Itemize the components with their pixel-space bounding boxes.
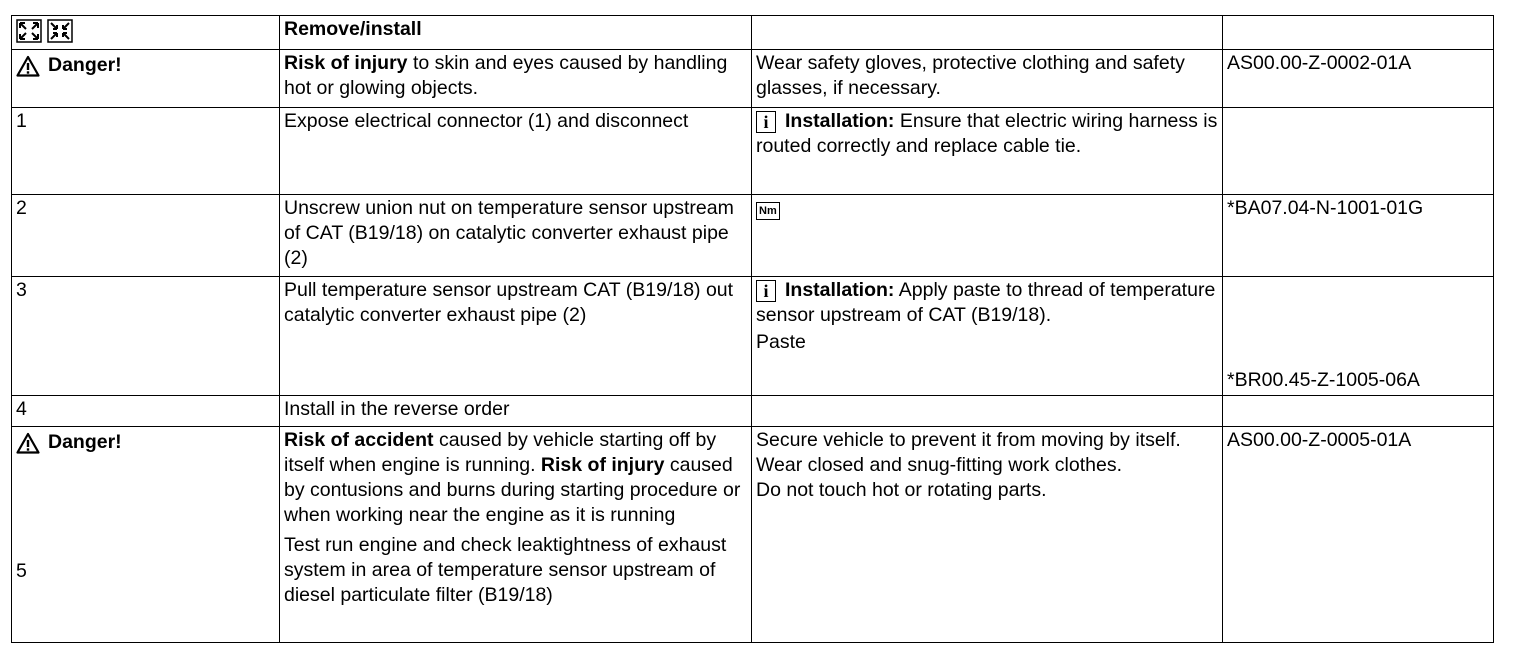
torque-nm-icon[interactable]: Nm bbox=[756, 202, 780, 220]
risk-text: to skin and eyes caused by handling hot or glowing objects. bbox=[284, 52, 728, 99]
action-line: Do not touch hot or rotating parts. bbox=[756, 479, 1047, 501]
note-text: Ensure that electric wiring harness is routed correctly and replace cable tie. bbox=[756, 110, 1218, 157]
danger-cell bbox=[12, 50, 280, 108]
table-row bbox=[12, 195, 1494, 277]
risk-cell bbox=[280, 427, 752, 643]
risk-bold: Risk of injury bbox=[540, 454, 665, 476]
note-bold: Installation: bbox=[785, 279, 895, 301]
header-empty-cell bbox=[752, 16, 1223, 50]
table-row bbox=[12, 277, 1494, 396]
step-number: 2 bbox=[12, 195, 280, 277]
note-cell bbox=[752, 277, 1223, 396]
empty-cell bbox=[1223, 396, 1494, 427]
warning-triangle-icon bbox=[16, 55, 40, 77]
risk-text: caused by contusions and burns during starting procedure or when working near the engine as it is running bbox=[284, 454, 741, 526]
table-row bbox=[12, 108, 1494, 195]
collapse-icon[interactable] bbox=[47, 19, 73, 43]
procedure-table bbox=[11, 15, 1494, 643]
warning-triangle-icon bbox=[16, 432, 40, 454]
table-row bbox=[12, 396, 1494, 427]
table-row bbox=[12, 427, 1494, 643]
header-title: Remove/install bbox=[280, 16, 752, 50]
risk-bold: Risk of accident bbox=[284, 429, 434, 451]
step-text: Install in the reverse order bbox=[280, 396, 752, 427]
header-icons-cell bbox=[12, 16, 280, 50]
action-line: Secure vehicle to prevent it from moving by itself. bbox=[756, 429, 1181, 451]
action-cell bbox=[752, 427, 1223, 643]
step-number: 4 bbox=[12, 396, 280, 427]
risk-bold: Risk of injury bbox=[284, 52, 408, 74]
note-bold: Installation: bbox=[785, 110, 895, 132]
ref-cell bbox=[1223, 277, 1494, 396]
ref-link[interactable]: *BR00.45-Z-1005-06A bbox=[1227, 369, 1420, 391]
note-text: Apply paste to thread of temperature sensor upstream of CAT (B19/18). bbox=[756, 279, 1216, 326]
step-text: Test run engine and check leaktightness of exhaust system in area of temperature sensor upstream of diesel particulate filter (B19/18) bbox=[284, 534, 727, 606]
risk-cell bbox=[280, 50, 752, 108]
table-row bbox=[12, 50, 1494, 108]
ref-link[interactable]: AS00.00-Z-0005-01A bbox=[1223, 427, 1494, 643]
danger-cell bbox=[12, 427, 280, 643]
ref-link[interactable]: *BA07.04-N-1001-01G bbox=[1223, 195, 1494, 277]
torque-cell bbox=[752, 195, 1223, 277]
header-empty-cell bbox=[1223, 16, 1494, 50]
action-cell: Wear safety gloves, protective clothing and safety glasses, if necessary. bbox=[752, 50, 1223, 108]
step-text: Expose electrical connector (1) and disconnect bbox=[280, 108, 752, 195]
risk-text: caused by vehicle starting off by itself when engine is running. bbox=[284, 429, 717, 476]
danger-label: Danger! bbox=[48, 54, 122, 76]
danger-label: Danger! bbox=[48, 431, 122, 453]
step-text: Pull temperature sensor upstream CAT (B19/18) out catalytic converter exhaust pipe (2) bbox=[280, 277, 752, 396]
action-line: Wear closed and snug-fitting work clothes. bbox=[756, 454, 1122, 476]
step-text: Unscrew union nut on temperature sensor upstream of CAT (B19/18) on catalytic converter exhaust pipe (2) bbox=[280, 195, 752, 277]
step-number: 3 bbox=[12, 277, 280, 396]
note-cell bbox=[752, 108, 1223, 195]
procedure-document bbox=[11, 15, 1494, 643]
empty-cell bbox=[752, 396, 1223, 427]
step-number: 1 bbox=[12, 108, 280, 195]
ref-empty-cell bbox=[1223, 108, 1494, 195]
info-icon: i bbox=[756, 111, 776, 133]
step-number: 5 bbox=[16, 559, 27, 582]
ref-link[interactable]: AS00.00-Z-0002-01A bbox=[1223, 50, 1494, 108]
paste-label: Paste bbox=[756, 331, 806, 353]
expand-icon[interactable] bbox=[16, 19, 42, 43]
header-row bbox=[12, 16, 1494, 50]
info-icon: i bbox=[756, 280, 776, 302]
